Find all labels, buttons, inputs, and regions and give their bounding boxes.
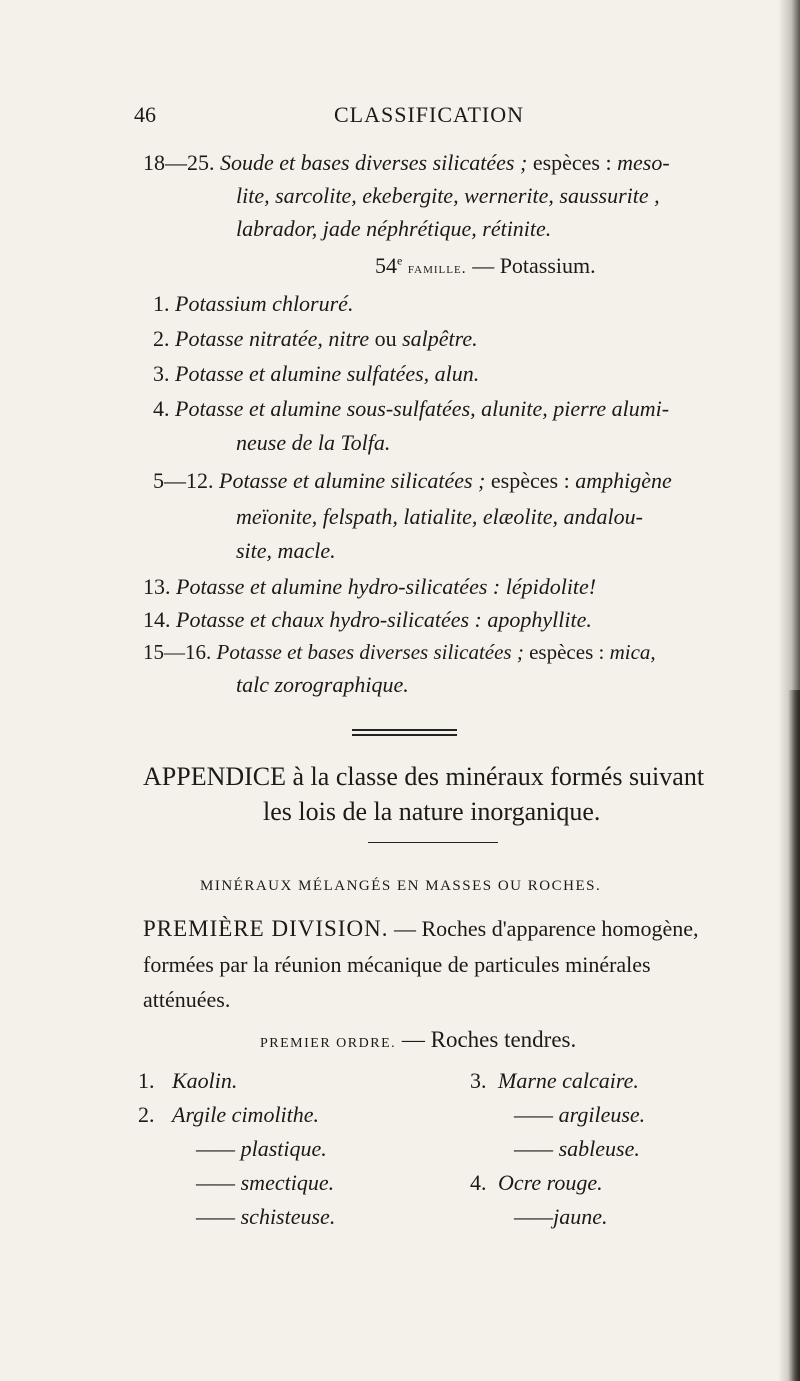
division-title: PREMIÈRE DIVISION. — [143, 916, 389, 941]
family-word: famille. — [407, 260, 467, 277]
page-number: 46 — [134, 102, 156, 127]
family-number: 54 — [375, 253, 397, 278]
potassium-entry-13 — [143, 574, 596, 600]
entry-text: Potasse et alumine sulfatées, alun. — [175, 361, 480, 386]
rock-name: Marne calcaire. — [498, 1068, 639, 1093]
entry-18-25-cont1: lite, sarcolite, ekebergite, wernerite, saussurite , — [236, 183, 660, 208]
entry-number: 2. — [153, 326, 170, 351]
entry-number: 13. — [143, 574, 171, 599]
section-rule-bottom — [352, 734, 457, 736]
division-paragraph-line3: atténuées. — [143, 987, 231, 1012]
order-heading — [260, 1027, 576, 1053]
rock-number: 1. — [138, 1068, 155, 1093]
potassium-entry-4-cont: neuse de la Tolfa. — [236, 430, 391, 455]
rock-left-2 — [138, 1102, 319, 1128]
entry-number: 5—12. — [153, 468, 214, 493]
potassium-entry-2 — [153, 326, 478, 352]
rock-number: 4. — [470, 1170, 487, 1195]
family-name: — Potassium. — [466, 253, 596, 278]
entry-conjunction: ou — [369, 326, 403, 351]
page-header — [134, 102, 734, 136]
running-title: CLASSIFICATION — [334, 102, 525, 127]
potassium-entry-14 — [143, 607, 592, 633]
rock-number: 3. — [470, 1068, 487, 1093]
entry-title: Potasse et alumine silicatées ; — [219, 468, 486, 493]
entry-18-25 — [143, 150, 670, 176]
entry-text: salpêtre. — [402, 326, 478, 351]
entry-species: mica, — [609, 640, 656, 664]
entry-number: 15—16. — [143, 640, 212, 664]
entry-text: Potasse et chaux hydro-silicatées : apophyllite. — [176, 607, 592, 632]
appendix-rule — [368, 842, 498, 843]
appendix-title-line1: APPENDICE à la classe des minéraux formés suivant — [143, 762, 705, 791]
division-text: — Roches d'apparence homogène, — [388, 916, 699, 941]
division-paragraph-line1 — [143, 916, 698, 942]
potassium-entry-15-16-cont: talc zorographique. — [236, 672, 409, 697]
rock-right-1 — [470, 1068, 639, 1094]
entry-text: Potassium chloruré. — [175, 291, 354, 316]
potassium-entry-4 — [153, 396, 669, 422]
entry-text: Potasse nitratée, nitre — [175, 326, 370, 351]
minerals-subheading: MINÉRAUX MÉLANGÉS EN MASSES OU ROCHES. — [200, 878, 602, 894]
family-ordinal: e — [397, 253, 403, 268]
rock-number: 2. — [138, 1102, 155, 1127]
entry-18-25-cont2: labrador, jade néphrétique, rétinite. — [236, 216, 552, 241]
rock-right-2: —— argileuse. — [514, 1102, 646, 1127]
rock-right-5: ——jaune. — [514, 1204, 608, 1229]
entry-number: 14. — [143, 607, 171, 632]
entry-text: espèces : — [485, 468, 576, 493]
rock-name: Argile cimolithe. — [172, 1102, 320, 1127]
potassium-entry-5-12-cont2: site, macle. — [236, 538, 336, 563]
entry-text: Potasse et alumine sous-sulfatées, alunite, pierre alumi- — [175, 396, 670, 421]
potassium-entry-1 — [153, 291, 353, 317]
rock-left-1 — [138, 1068, 237, 1094]
entry-text: Potasse et alumine hydro-silicatées : lépidolite! — [176, 574, 597, 599]
entry-number: 18—25. — [143, 150, 215, 175]
family-heading — [375, 253, 596, 279]
rock-name: Ocre rouge. — [498, 1170, 603, 1195]
rock-right-3: —— sableuse. — [514, 1136, 640, 1161]
division-paragraph-line2: formées par la réunion mécanique de particules minérales — [143, 952, 651, 977]
potassium-entry-5-12-cont1: meïonite, felspath, latialite, elæolite, andalou- — [236, 504, 643, 529]
rock-right-4 — [470, 1170, 603, 1196]
entry-species: amphigène — [575, 468, 672, 493]
entry-number: 3. — [153, 361, 170, 386]
rock-name: Kaolin. — [172, 1068, 238, 1093]
potassium-entry-5-12 — [153, 468, 672, 494]
entry-number: 4. — [153, 396, 170, 421]
section-rule-top — [352, 729, 457, 731]
potassium-entry-15-16 — [143, 640, 656, 665]
entry-title: Soude et bases diverses silicatées ; — [220, 150, 528, 175]
entry-text: espèces : — [527, 150, 618, 175]
rock-left-4: —— smectique. — [196, 1170, 335, 1195]
page-edge-dark — [788, 690, 800, 1381]
entry-number: 1. — [153, 291, 170, 316]
appendix-title-line2: les lois de la nature inorganique. — [263, 797, 601, 826]
order-label: PREMIER ORDRE. — [260, 1036, 397, 1051]
order-name: — Roches tendres. — [396, 1027, 577, 1052]
rock-left-3: —— plastique. — [196, 1136, 327, 1161]
entry-species: meso- — [617, 150, 670, 175]
entry-text: espèces : — [523, 640, 610, 664]
rock-left-5: —— schisteuse. — [196, 1204, 336, 1229]
entry-title: Potasse et bases diverses silicatées ; — [216, 640, 524, 664]
potassium-entry-3 — [153, 361, 479, 387]
